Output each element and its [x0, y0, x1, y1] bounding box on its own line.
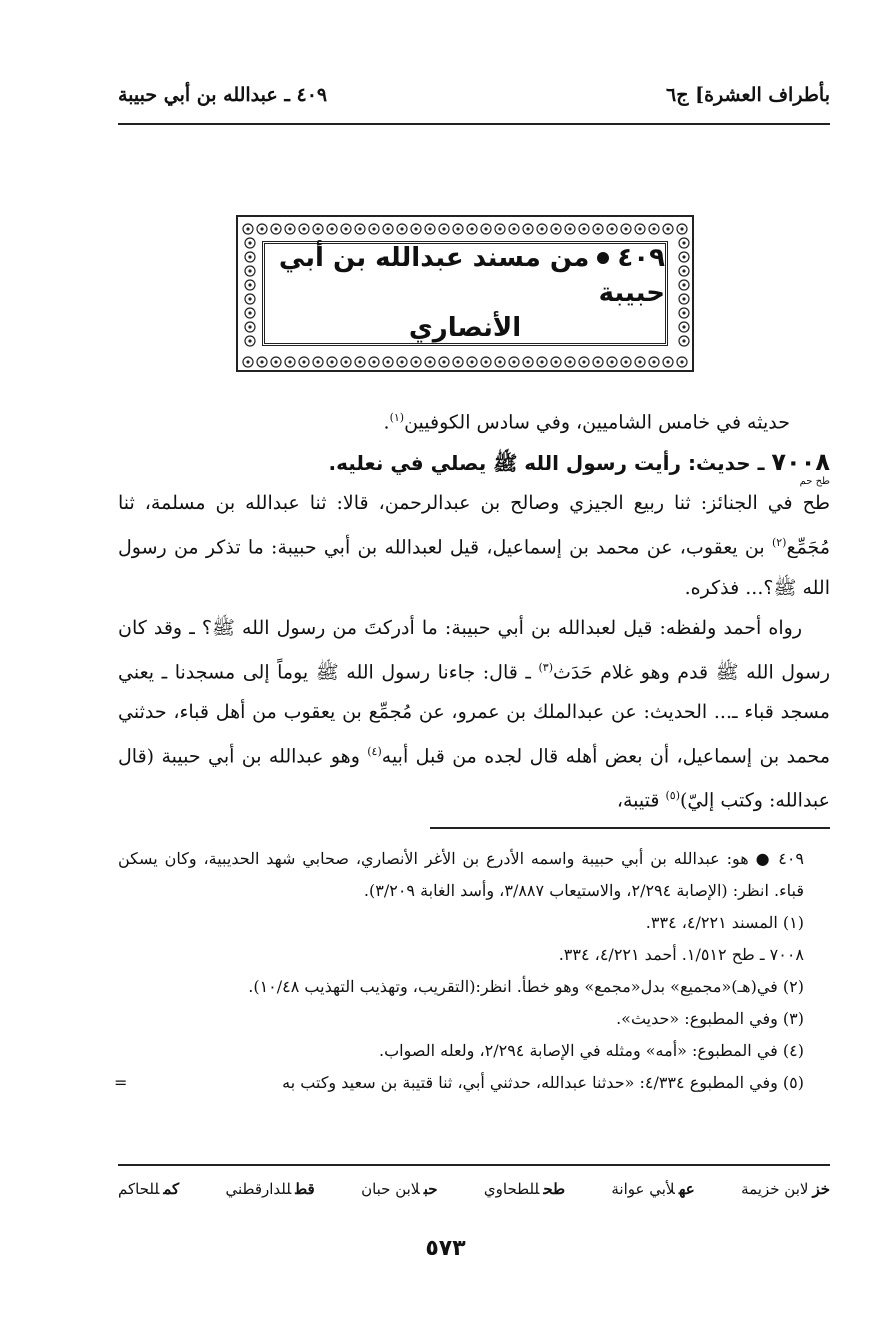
ornament-motif [649, 224, 659, 234]
ornament-motif [663, 224, 673, 234]
ornament-motif [411, 357, 421, 367]
ornament-motif [245, 322, 255, 332]
ornament-motif [565, 224, 575, 234]
footnote-biography: ٤٠٩ ● هو: عبدالله بن أبي حبيبة واسمه الأدرع بن الأغر الأنصاري، صحابي شهد الحديبية، وكان يسكن قباء. انظر: (الإصابة ٢/٢٩٤، والاستيعاب ٣/٨٨٧، وأسد الغابة ٣/٢٠٩). [118, 849, 804, 900]
header-section-title: ٤٠٩ ـ عبدالله بن أبي حبيبة [118, 84, 328, 106]
footnote-ref-2: (٢) [771, 536, 787, 550]
page-number: ٥٧٣ [425, 1236, 466, 1261]
legend-item: كمللحاكم [118, 1180, 180, 1198]
section-title-line2: الأنصاري [408, 313, 522, 344]
ornament-motif [579, 224, 589, 234]
ornament-motif [327, 224, 337, 234]
legend-item: قطللدارقطني [225, 1180, 315, 1198]
ornament-motif [679, 266, 689, 276]
footnote-2: (٢) في(هـ)«مجميع» بدل«مجمع» وهو خطأ. انظر:(التقريب، وتهذيب التهذيب ١٠/٤٨). [248, 977, 804, 996]
legend-rule [118, 1164, 830, 1166]
ornament-motif [243, 357, 253, 367]
paragraph-ahmad: رواه أحمد ولفظه: قيل لعبدالله بن أبي حبيبة: ما أدركتَ من رسول الله ﷺ؟ ـ وقد كان رسول الله ﷺ قدم وهو غلام حَدَث$^{(٣)}$ ـ قال: جاءنا رسول الله ﷺ يوماً إلى مسجدنا ـ يعني مسجد قباء ـ... الحديث: عن عبدالملك بن عمرو، عن مُجمِّع بن يعقوب من أهل قباء، حدثني محمد بن إسماعيل، أن بعض أهله قال لجده من قبل أبيه$^{(٤)}$ وهو عبدالله بن أبي حبيبة (قال عبدالله: وكتب إليّ)$^{(٥)}$ قتيبة، [118, 616, 830, 812]
ornament-motif [551, 357, 561, 367]
footnote-rule [430, 827, 830, 829]
ornament-motif [299, 357, 309, 367]
hadith-sigla: طح حم [799, 476, 830, 488]
footnote-4: (٤) في المطبوع: «أمه» ومثله في الإصابة ٢/٢٩٤، ولعله الصواب. [379, 1041, 804, 1060]
ornament-motif [313, 224, 323, 234]
footnote-ref-5: (٥) [665, 789, 680, 803]
legend-item: عهلأبي عوانة [611, 1180, 695, 1198]
ornamental-title-box [236, 215, 694, 372]
ornament-motif [439, 357, 449, 367]
ornament-motif [635, 357, 645, 367]
ornament-motif [537, 357, 547, 367]
ornament-motif [245, 238, 255, 248]
ornament-motif [677, 357, 687, 367]
ornament-motif [649, 357, 659, 367]
header-book-title: بأطراف العشرة] ج٦ [666, 84, 830, 106]
ornament-motif [679, 294, 689, 304]
ornament-motif [425, 224, 435, 234]
ornament-motif [439, 224, 449, 234]
bullet-icon [597, 252, 609, 264]
ornament-motif [495, 224, 505, 234]
ornament-motif [245, 252, 255, 262]
ornament-motif [635, 224, 645, 234]
ornament-motif [285, 357, 295, 367]
continuation-mark: = [114, 1073, 128, 1092]
ornament-motif [509, 224, 519, 234]
running-header [118, 78, 830, 112]
ornament-motif [679, 336, 689, 346]
ornament-motif [453, 357, 463, 367]
legend-item: خزلابن خزيمة [741, 1180, 830, 1198]
ornament-motif [607, 224, 617, 234]
ornament-motif [679, 322, 689, 332]
header-rule [118, 123, 830, 125]
ornament-motif [679, 280, 689, 290]
ornament-motif [341, 224, 351, 234]
ornament-motif [523, 357, 533, 367]
ornament-motif [355, 224, 365, 234]
footnote-ref-4: (٤) [367, 744, 382, 758]
ornament-motif [509, 357, 519, 367]
ornament-motif [677, 224, 687, 234]
ornament-motif [467, 357, 477, 367]
ornament-motif [245, 308, 255, 318]
ornament-motif [369, 357, 379, 367]
ornament-motif [285, 224, 295, 234]
ornament-motif [355, 357, 365, 367]
hadith-number: ٧٠٠٨ [771, 448, 830, 477]
ornament-motif [245, 294, 255, 304]
footnotes [114, 843, 830, 1099]
ornament-motif [607, 357, 617, 367]
ornament-motif [621, 357, 631, 367]
ornament-motif [453, 224, 463, 234]
ornament-motif [397, 224, 407, 234]
legend-item: حبلابن حبان [361, 1180, 438, 1198]
footnote-1: (١) المسند ٤/٢٢١، ٣٣٤. [645, 913, 804, 932]
intro-paragraph: حديثه في خامس الشاميين، وفي سادس الكوفيين$^{(١)}$. [383, 411, 790, 434]
ornament-motif [257, 357, 267, 367]
section-title-text: من مسند عبدالله بن أبي حبيبة [278, 242, 665, 308]
ornament-motif [271, 357, 281, 367]
ornament-motif [593, 357, 603, 367]
ornament-motif [523, 224, 533, 234]
abbreviation-legend [118, 1180, 830, 1198]
ornament-motif [383, 224, 393, 234]
ornament-motif [245, 280, 255, 290]
ornament-motif [271, 224, 281, 234]
ornament-motif [245, 266, 255, 276]
ornament-motif [679, 308, 689, 318]
ornament-motif [593, 224, 603, 234]
ornament-motif [327, 357, 337, 367]
ornament-motif [579, 357, 589, 367]
ornament-motif [245, 336, 255, 346]
section-number: ٤٠٩ [617, 242, 665, 273]
ornament-motif [621, 224, 631, 234]
ornament-motif [551, 224, 561, 234]
ornament-motif [341, 357, 351, 367]
title-inner-panel [262, 241, 668, 346]
ornament-motif [313, 357, 323, 367]
ornament-motif [425, 357, 435, 367]
ornament-motif [495, 357, 505, 367]
ornament-motif [467, 224, 477, 234]
ornament-motif [257, 224, 267, 234]
ornament-motif [481, 224, 491, 234]
section-title [265, 241, 665, 311]
footnote-3: (٣) وفي المطبوع: «حديث». [616, 1009, 804, 1028]
ornament-motif [679, 252, 689, 262]
footnote-ref-3: (٣) [538, 660, 553, 674]
ornament-motif [369, 224, 379, 234]
footnote-5: (٥) وفي المطبوع ٤/٣٣٤: «حدثنا عبدالله، حدثني أبي، ثنا قتيبة بن سعيد وكتب به = [118, 1067, 830, 1099]
ornament-motif [383, 357, 393, 367]
legend-item: طحللطحاوي [483, 1180, 566, 1198]
ornament-motif [411, 224, 421, 234]
ornament-motif [299, 224, 309, 234]
ornament-motif [663, 357, 673, 367]
footnote-ref-1: (١) [389, 411, 405, 424]
ornament-motif [679, 238, 689, 248]
ornament-motif [481, 357, 491, 367]
ornament-motif [243, 224, 253, 234]
ornament-motif [537, 224, 547, 234]
hadith-title: ـ حديث: رأيت رسول الله ﷺ يصلي في نعليه. [328, 451, 765, 476]
ornament-motif [565, 357, 575, 367]
paragraph-tahawi: طح في الجنائز: ثنا ربيع الجيزي وصالح بن عبدالرحمن، قالا: ثنا عبدالله بن مسلمة، ثنا مُجَمِّع$^{(٢)}$ بن يعقوب، عن محمد بن إسماعيل، قيل لعبدالله بن أبي حبيبة: ما تذكر من رسول الله ﷺ؟... فذكره. [118, 492, 830, 599]
main-text [118, 398, 830, 821]
ornament-motif [397, 357, 407, 367]
footnote-hadith-sources: ٧٠٠٨ ـ طح ١/٥١٢. أحمد ٤/٢٢١، ٣٣٤. [558, 945, 804, 964]
